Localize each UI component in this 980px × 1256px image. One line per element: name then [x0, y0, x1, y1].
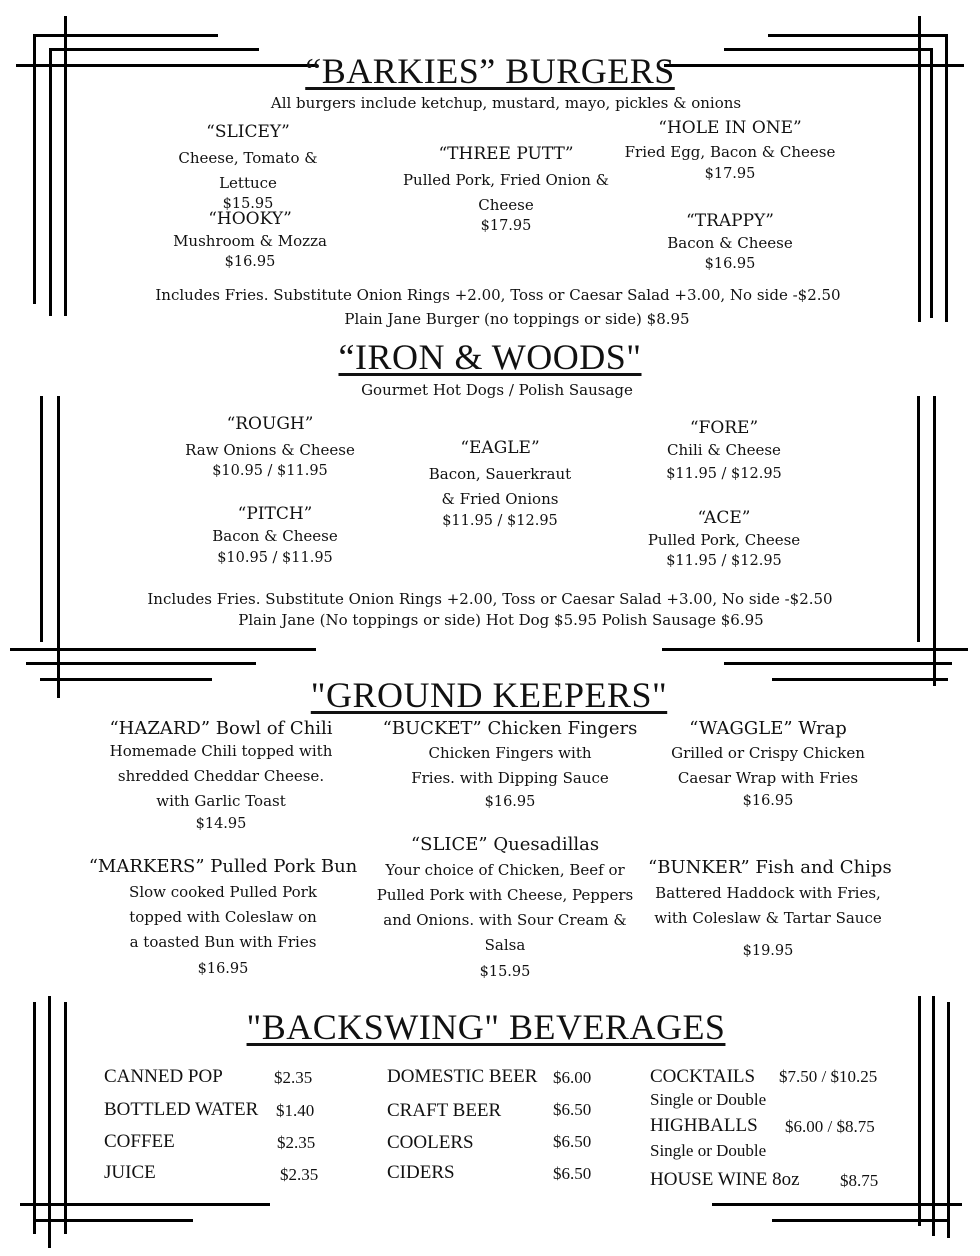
hotdogs-note: Includes Fries. Substitute Onion Rings +2.00, Toss or Caesar Salad +3.00, No side -$2.50: [147, 590, 833, 608]
bev-canned-pop-price: $2.35: [274, 1068, 313, 1087]
menu-item-pitch: [175, 504, 375, 566]
menu-item-eagle: [400, 438, 600, 529]
menu-item-markers: [88, 856, 358, 977]
item-desc: Cheese, Tomato & Lettuce: [178, 149, 318, 192]
item-price: $10.95 / $11.95: [217, 550, 333, 566]
item-desc: Chicken Fingers with Fries. with Dipping Sauce: [411, 744, 609, 787]
item-name: “SLICEY”: [206, 122, 290, 142]
item-price: $17.95: [480, 218, 532, 234]
menu-item-bucket: [380, 718, 640, 810]
item-name: “WAGGLE” Wrap: [689, 718, 847, 739]
bev-craft-beer: CRAFT BEER: [387, 1100, 502, 1121]
menu-item-slicey: [148, 122, 348, 212]
item-name: “ROUGH”: [226, 414, 314, 434]
item-name: “BUCKET” Chicken Fingers: [382, 718, 638, 739]
item-desc: Bacon & Cheese: [667, 234, 793, 252]
item-price: $14.95: [195, 816, 247, 832]
item-desc: Pulled Pork, Cheese: [647, 531, 801, 549]
item-price: $10.95 / $11.95: [212, 463, 328, 479]
beverages-title: "BACKSWING" BEVERAGES: [246, 1007, 726, 1047]
bev-bottled-water-price: $1.40: [276, 1101, 315, 1120]
ground-keepers-title: "GROUND KEEPERS": [310, 675, 668, 715]
item-desc: Chili & Cheese: [667, 441, 781, 459]
burgers-plain-jane: Plain Jane Burger (no toppings or side) $8.95: [344, 310, 690, 328]
item-desc: Your choice of Chicken, Beef or Pulled Pork with Cheese, Peppers and Onions. with Sour Cream & Salsa: [376, 861, 634, 954]
bev-ciders: CIDERS: [387, 1162, 455, 1183]
menu-item-slice: [374, 834, 636, 980]
bev-bottled-water: BOTTLED WATER: [104, 1099, 259, 1120]
item-price: $16.95: [197, 961, 249, 977]
bev-juice: JUICE: [104, 1162, 156, 1183]
item-name: “HAZARD” Bowl of Chili: [109, 718, 333, 739]
item-desc: Slow cooked Pulled Pork topped with Coleslaw on a toasted Bun with Fries: [129, 883, 317, 951]
item-price: $16.95: [742, 793, 794, 809]
bev-cocktails-size: Single or Double: [650, 1090, 767, 1109]
item-name: “TRAPPY”: [686, 211, 774, 231]
item-name: “BUNKER” Fish and Chips: [648, 857, 892, 878]
item-price: $16.95: [224, 254, 276, 270]
bev-domestic-beer: DOMESTIC BEER: [387, 1066, 538, 1087]
item-name: “MARKERS” Pulled Pork Bun: [88, 856, 358, 877]
hotdogs-title: “IRON & WOODS": [338, 337, 642, 377]
item-price: $11.95 / $12.95: [666, 466, 782, 482]
burgers-title: “BARKIES” BURGERS: [305, 51, 675, 91]
item-price: $16.95: [704, 256, 756, 272]
bev-coolers: COOLERS: [387, 1132, 474, 1153]
item-price: $11.95 / $12.95: [666, 553, 782, 569]
item-desc: Fried Egg, Bacon & Cheese: [624, 143, 836, 161]
bev-coffee-price: $2.35: [277, 1133, 316, 1152]
item-name: “FORE”: [689, 418, 759, 438]
item-desc: & Fried Onions: [441, 490, 559, 508]
item-desc: Homemade Chili topped with shredded Cheddar Cheese. with Garlic Toast: [109, 742, 333, 810]
bev-coffee: COFFEE: [104, 1131, 175, 1152]
menu-item-trappy: [630, 211, 830, 272]
menu-item-hazard: [96, 718, 346, 832]
item-name: “EAGLE”: [460, 438, 540, 458]
bev-house-wine: HOUSE WINE 8oz: [650, 1169, 800, 1190]
item-name: “SLICE” Quesadillas: [410, 834, 600, 855]
bev-cocktails: COCKTAILS: [650, 1066, 756, 1087]
item-name: “HOLE IN ONE”: [658, 118, 802, 138]
bev-craft-beer-price: $6.50: [553, 1100, 592, 1119]
menu-item-bunker: [648, 857, 892, 959]
bev-canned-pop: CANNED POP: [104, 1066, 223, 1087]
item-price: $15.95: [222, 196, 274, 212]
bev-cocktails-price: $7.50 / $10.25: [779, 1067, 878, 1086]
item-desc: Raw Onions & Cheese: [185, 441, 355, 459]
menu-item-fore: [624, 418, 824, 482]
burgers-subtitle: All burgers include ketchup, mustard, mayo, pickles & onions: [270, 94, 742, 112]
bev-coolers-price: $6.50: [553, 1132, 592, 1151]
item-name: “PITCH”: [237, 504, 313, 524]
bev-highballs-size: Single or Double: [650, 1141, 767, 1160]
item-price: $17.95: [704, 166, 756, 182]
item-name: “HOOKY”: [208, 209, 292, 229]
hotdogs-plain-jane: Plain Jane (No toppings or side) Hot Dog $5.95 Polish Sausage $6.95: [238, 611, 764, 629]
bev-highballs: HIGHBALLS: [650, 1115, 758, 1136]
item-desc: Battered Haddock with Fries, with Coleslaw & Tartar Sauce: [654, 884, 882, 927]
item-desc: Pulled Pork, Fried Onion & Cheese: [402, 171, 610, 214]
item-price: $15.95: [479, 964, 531, 980]
hotdogs-subtitle: Gourmet Hot Dogs / Polish Sausage: [361, 381, 633, 399]
bev-house-wine-price: $8.75: [840, 1171, 879, 1190]
menu-item-waggle: [650, 718, 886, 809]
item-price: $19.95: [742, 943, 794, 959]
item-name: “ACE”: [697, 508, 751, 528]
bev-juice-price: $2.35: [280, 1165, 319, 1184]
menu-item-rough: [170, 414, 370, 479]
menu-item-hooky: [150, 209, 350, 270]
menu-item-three-putt: [400, 144, 612, 234]
bev-domestic-beer-price: $6.00: [553, 1068, 592, 1087]
bev-ciders-price: $6.50: [553, 1164, 592, 1183]
item-price: $11.95 / $12.95: [442, 513, 558, 529]
menu-item-hole-in-one: [620, 118, 840, 182]
item-desc: Bacon & Cheese: [212, 527, 338, 545]
item-desc: Mushroom & Mozza: [173, 232, 327, 250]
menu-item-ace: [624, 508, 824, 569]
item-desc: Grilled or Crispy Chicken Caesar Wrap with Fries: [671, 744, 865, 787]
item-name: “THREE PUTT”: [438, 144, 574, 164]
item-desc: Bacon, Sauerkraut: [428, 465, 572, 483]
burgers-note: Includes Fries. Substitute Onion Rings +2.00, Toss or Caesar Salad +3.00, No side -$2.50: [155, 286, 841, 304]
item-price: $16.95: [484, 794, 536, 810]
bev-highballs-price: $6.00 / $8.75: [785, 1117, 875, 1136]
